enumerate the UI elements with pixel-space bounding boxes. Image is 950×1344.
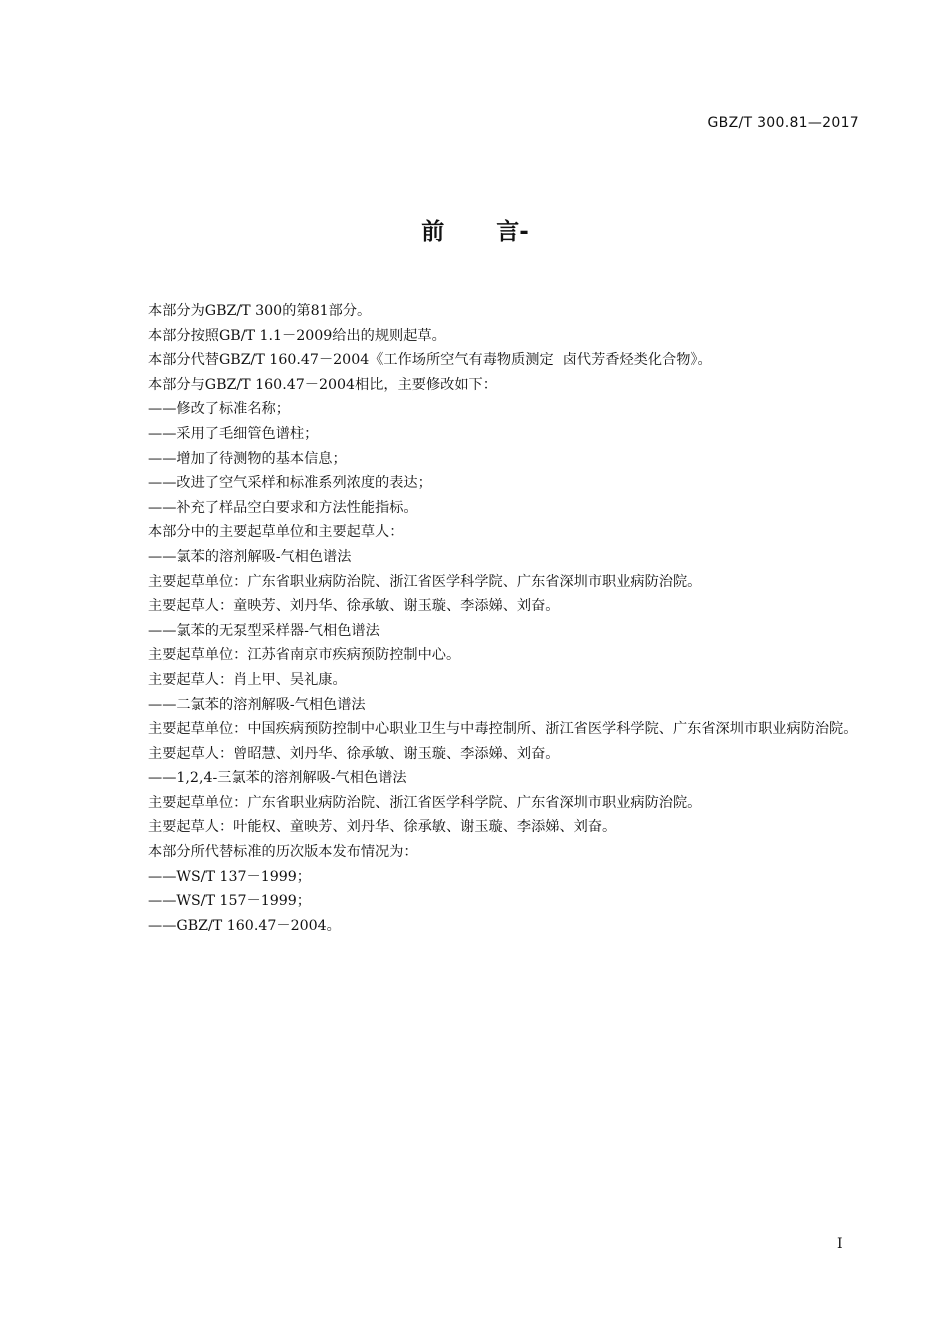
dash-list-item: ——修改了标准名称； [148, 401, 290, 418]
dash-list-item: ——氯苯的无泵型采样器-气相色谱法 [148, 622, 380, 639]
body-paragraph: 本部分为GBZ/T 300的第81部分。 [148, 303, 372, 319]
dash-list-item: ——GBZ/T 160.47－2004。 [148, 917, 341, 934]
dash-list-item: ——采用了毛细管色谱柱； [148, 425, 319, 442]
dash-list-item: ——二氯苯的溶剂解吸-气相色谱法 [148, 696, 366, 713]
dash-list-item: ——WS/T 137－1999； [148, 868, 311, 885]
body-paragraph: 主要起草人：肖上甲、吴礼康。 [148, 671, 347, 688]
body-paragraph: 主要起草人：曾昭慧、刘丹华、徐承敏、谢玉璇、李添娣、刘奋。 [148, 745, 560, 762]
dash-list-item: ——氯苯的溶剂解吸-气相色谱法 [148, 548, 352, 565]
page-number: I [837, 1236, 843, 1252]
dash-list-item: ——补充了样品空白要求和方法性能指标。 [148, 499, 418, 516]
body-paragraph: 本部分所代替标准的历次版本发布情况为： [148, 844, 418, 861]
body-paragraph: 本部分与GBZ/T 160.47－2004相比，主要修改如下： [148, 376, 497, 393]
page-title [0, 213, 950, 246]
body-paragraph: 主要起草人：童映芳、刘丹华、徐承敏、谢玉璇、李添娣、刘奋。 [148, 598, 560, 615]
body-paragraph: 主要起草人：叶能权、童映芳、刘丹华、徐承敏、谢玉璇、李添娣、刘奋。 [148, 819, 617, 836]
dash-list-item: ——WS/T 157－1999； [148, 893, 311, 910]
body-paragraph: 主要起草单位：江苏省南京市疾病预防控制中心。 [148, 647, 461, 664]
foreword-body [115, 299, 863, 938]
body-paragraph: 本部分中的主要起草单位和主要起草人： [148, 524, 404, 541]
body-paragraph: 主要起草单位：中国疾病预防控制中心职业卫生与中毒控制所、浙江省医学科学院、广东省深圳市职业病防治院。 [148, 721, 858, 738]
standard-code: GBZ/T 300.81—2017 [707, 115, 859, 131]
body-paragraph: 本部分按照GB/T 1.1－2009给出的规则起草。 [148, 327, 446, 344]
body-paragraph: 主要起草单位：广东省职业病防治院、浙江省医学科学院、广东省深圳市职业病防治院。 [148, 794, 702, 811]
page-title-part2: 言- [496, 219, 529, 245]
body-paragraph: 主要起草单位：广东省职业病防治院、浙江省医学科学院、广东省深圳市职业病防治院。 [148, 573, 702, 590]
dash-list-item: ——1,2,4-三氯苯的溶剂解吸-气相色谱法 [148, 770, 407, 787]
body-paragraph: 本部分代替GBZ/T 160.47－2004《工作场所空气有毒物质测定 卤代芳香烃类化合物》。 [148, 352, 712, 369]
dash-list-item: ——改进了空气采样和标准系列浓度的表达； [148, 475, 432, 492]
dash-list-item: ——增加了待测物的基本信息； [148, 450, 347, 467]
page-title-part1: 前 [421, 219, 445, 245]
